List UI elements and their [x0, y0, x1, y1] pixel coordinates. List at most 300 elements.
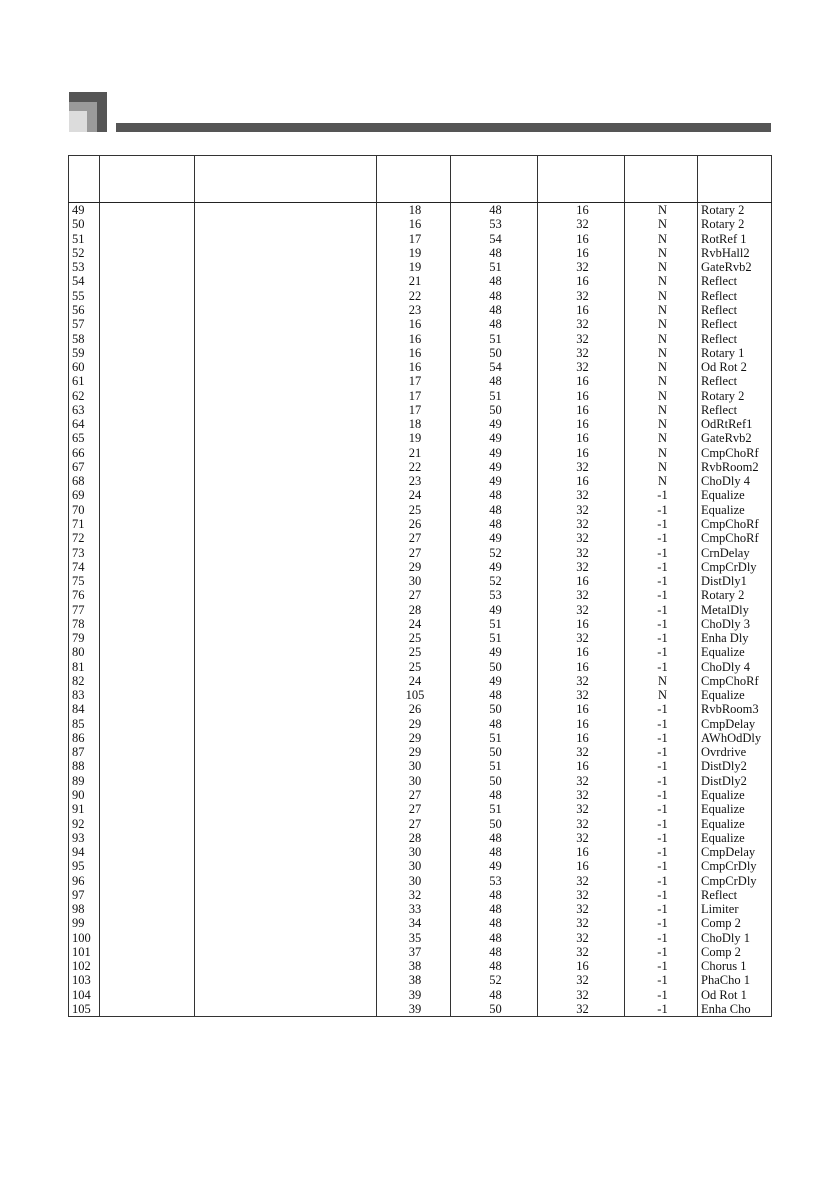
value-d: -1	[625, 959, 698, 973]
blank-cell	[100, 702, 195, 716]
value-a: 29	[377, 560, 451, 574]
table-row	[69, 988, 772, 1002]
blank-cell	[100, 360, 195, 374]
value-c: 16	[538, 403, 625, 417]
value-c: 32	[538, 788, 625, 802]
effect-name: DistDly2	[698, 774, 772, 788]
value-c: 32	[538, 674, 625, 688]
table-row	[69, 531, 772, 545]
blank-cell	[100, 331, 195, 345]
value-d: -1	[625, 731, 698, 745]
table-row	[69, 503, 772, 517]
tone-number: 88	[69, 759, 100, 773]
effect-name: CmpChoRf	[698, 531, 772, 545]
blank-cell	[195, 360, 377, 374]
value-b: 48	[451, 916, 538, 930]
value-b: 50	[451, 346, 538, 360]
tone-number: 62	[69, 388, 100, 402]
value-a: 21	[377, 446, 451, 460]
value-a: 25	[377, 503, 451, 517]
value-d: N	[625, 688, 698, 702]
tone-number: 92	[69, 816, 100, 830]
value-b: 49	[451, 859, 538, 873]
table-row	[69, 431, 772, 445]
table-row	[69, 788, 772, 802]
tone-number: 85	[69, 717, 100, 731]
value-b: 48	[451, 959, 538, 973]
table-row	[69, 688, 772, 702]
value-d: -1	[625, 631, 698, 645]
header-cell	[377, 156, 451, 203]
value-b: 48	[451, 788, 538, 802]
value-d: -1	[625, 802, 698, 816]
value-d: -1	[625, 845, 698, 859]
effect-name: Rotary 2	[698, 217, 772, 231]
value-d: N	[625, 232, 698, 246]
value-d: N	[625, 217, 698, 231]
blank-cell	[100, 674, 195, 688]
tone-number: 67	[69, 460, 100, 474]
effect-name: CrnDelay	[698, 545, 772, 559]
value-d: -1	[625, 645, 698, 659]
value-d: N	[625, 303, 698, 317]
blank-cell	[100, 203, 195, 218]
value-a: 28	[377, 831, 451, 845]
value-a: 25	[377, 631, 451, 645]
value-d: -1	[625, 1002, 698, 1017]
effect-name: ChoDly 3	[698, 617, 772, 631]
value-a: 23	[377, 303, 451, 317]
value-d: -1	[625, 517, 698, 531]
blank-cell	[195, 973, 377, 987]
tone-number: 72	[69, 531, 100, 545]
value-a: 18	[377, 203, 451, 218]
blank-cell	[195, 702, 377, 716]
value-a: 29	[377, 717, 451, 731]
table-row	[69, 460, 772, 474]
blank-cell	[195, 717, 377, 731]
effect-name: Equalize	[698, 503, 772, 517]
effect-name: Equalize	[698, 788, 772, 802]
table-row	[69, 388, 772, 402]
effect-name: DistDly1	[698, 574, 772, 588]
value-a: 29	[377, 745, 451, 759]
value-c: 32	[538, 973, 625, 987]
value-b: 50	[451, 660, 538, 674]
effect-name: Equalize	[698, 831, 772, 845]
value-b: 49	[451, 446, 538, 460]
blank-cell	[100, 717, 195, 731]
value-c: 32	[538, 816, 625, 830]
value-d: N	[625, 403, 698, 417]
table-row	[69, 545, 772, 559]
value-d: -1	[625, 888, 698, 902]
value-b: 48	[451, 503, 538, 517]
value-b: 48	[451, 488, 538, 502]
value-b: 48	[451, 888, 538, 902]
tone-number: 93	[69, 831, 100, 845]
value-c: 32	[538, 831, 625, 845]
value-d: N	[625, 274, 698, 288]
value-b: 49	[451, 460, 538, 474]
value-b: 48	[451, 717, 538, 731]
value-a: 27	[377, 531, 451, 545]
tone-number: 74	[69, 560, 100, 574]
table-row	[69, 560, 772, 574]
header-rule	[116, 123, 771, 132]
blank-cell	[100, 916, 195, 930]
value-a: 25	[377, 660, 451, 674]
value-b: 48	[451, 317, 538, 331]
blank-cell	[100, 902, 195, 916]
value-c: 16	[538, 574, 625, 588]
blank-cell	[195, 303, 377, 317]
value-a: 26	[377, 517, 451, 531]
blank-cell	[195, 645, 377, 659]
value-d: -1	[625, 588, 698, 602]
blank-cell	[100, 374, 195, 388]
value-d: -1	[625, 503, 698, 517]
value-c: 32	[538, 460, 625, 474]
blank-cell	[100, 417, 195, 431]
value-d: -1	[625, 902, 698, 916]
tone-number: 63	[69, 403, 100, 417]
effect-name: Ovrdrive	[698, 745, 772, 759]
table-row	[69, 1002, 772, 1017]
value-c: 32	[538, 260, 625, 274]
header-cell	[698, 156, 772, 203]
blank-cell	[195, 759, 377, 773]
header-cell	[451, 156, 538, 203]
tone-number: 84	[69, 702, 100, 716]
value-c: 32	[538, 945, 625, 959]
value-a: 26	[377, 702, 451, 716]
value-d: -1	[625, 574, 698, 588]
blank-cell	[195, 374, 377, 388]
value-b: 48	[451, 831, 538, 845]
blank-cell	[100, 217, 195, 231]
effect-name: Rotary 2	[698, 588, 772, 602]
blank-cell	[195, 745, 377, 759]
value-a: 24	[377, 617, 451, 631]
value-b: 48	[451, 517, 538, 531]
value-c: 16	[538, 717, 625, 731]
value-c: 32	[538, 1002, 625, 1017]
value-d: -1	[625, 660, 698, 674]
value-d: -1	[625, 945, 698, 959]
table-row	[69, 631, 772, 645]
tone-number: 52	[69, 246, 100, 260]
blank-cell	[100, 731, 195, 745]
value-d: -1	[625, 717, 698, 731]
value-c: 16	[538, 388, 625, 402]
value-b: 53	[451, 217, 538, 231]
value-b: 48	[451, 845, 538, 859]
value-d: -1	[625, 988, 698, 1002]
blank-cell	[100, 588, 195, 602]
value-b: 48	[451, 246, 538, 260]
blank-cell	[195, 289, 377, 303]
value-b: 50	[451, 745, 538, 759]
value-b: 49	[451, 645, 538, 659]
effect-name: Reflect	[698, 331, 772, 345]
blank-cell	[195, 260, 377, 274]
blank-cell	[195, 631, 377, 645]
tone-number: 101	[69, 945, 100, 959]
blank-cell	[195, 403, 377, 417]
blank-cell	[195, 431, 377, 445]
value-c: 32	[538, 602, 625, 616]
value-c: 32	[538, 902, 625, 916]
table-row	[69, 574, 772, 588]
value-d: N	[625, 289, 698, 303]
effect-name: CmpChoRf	[698, 674, 772, 688]
blank-cell	[195, 531, 377, 545]
table-row	[69, 831, 772, 845]
value-a: 29	[377, 731, 451, 745]
effect-name: GateRvb2	[698, 431, 772, 445]
value-a: 27	[377, 802, 451, 816]
value-b: 51	[451, 260, 538, 274]
value-d: N	[625, 431, 698, 445]
value-b: 49	[451, 474, 538, 488]
blank-cell	[100, 545, 195, 559]
blank-cell	[100, 859, 195, 873]
value-a: 105	[377, 688, 451, 702]
blank-cell	[100, 617, 195, 631]
blank-cell	[195, 346, 377, 360]
blank-cell	[100, 873, 195, 887]
header-square-light	[69, 111, 87, 132]
blank-cell	[195, 232, 377, 246]
table-row	[69, 331, 772, 345]
blank-cell	[100, 759, 195, 773]
value-c: 32	[538, 688, 625, 702]
blank-cell	[100, 317, 195, 331]
table-row	[69, 289, 772, 303]
blank-cell	[195, 388, 377, 402]
effect-name: Rotary 1	[698, 346, 772, 360]
value-a: 39	[377, 988, 451, 1002]
table-row	[69, 660, 772, 674]
tone-number: 54	[69, 274, 100, 288]
value-d: N	[625, 474, 698, 488]
value-c: 32	[538, 289, 625, 303]
value-a: 16	[377, 217, 451, 231]
value-d: -1	[625, 831, 698, 845]
value-a: 22	[377, 289, 451, 303]
effect-name: Od Rot 1	[698, 988, 772, 1002]
blank-cell	[195, 617, 377, 631]
blank-cell	[100, 745, 195, 759]
value-a: 27	[377, 816, 451, 830]
value-c: 16	[538, 474, 625, 488]
value-b: 48	[451, 902, 538, 916]
table-row	[69, 360, 772, 374]
value-d: N	[625, 331, 698, 345]
value-c: 32	[538, 217, 625, 231]
blank-cell	[195, 274, 377, 288]
blank-cell	[100, 531, 195, 545]
table-header-row	[69, 156, 772, 203]
value-c: 32	[538, 346, 625, 360]
effect-name: Equalize	[698, 488, 772, 502]
blank-cell	[100, 346, 195, 360]
effect-name: Comp 2	[698, 945, 772, 959]
value-a: 23	[377, 474, 451, 488]
value-c: 16	[538, 660, 625, 674]
value-b: 50	[451, 816, 538, 830]
tone-number: 91	[69, 802, 100, 816]
effect-name: OdRtRef1	[698, 417, 772, 431]
blank-cell	[195, 888, 377, 902]
tone-number: 68	[69, 474, 100, 488]
value-d: N	[625, 317, 698, 331]
blank-cell	[195, 217, 377, 231]
table-row	[69, 717, 772, 731]
tone-number: 73	[69, 545, 100, 559]
value-b: 48	[451, 289, 538, 303]
value-b: 48	[451, 945, 538, 959]
tone-number: 60	[69, 360, 100, 374]
blank-cell	[195, 988, 377, 1002]
value-b: 50	[451, 1002, 538, 1017]
blank-cell	[100, 232, 195, 246]
tone-number: 87	[69, 745, 100, 759]
table-row	[69, 774, 772, 788]
effect-name: ChoDly 4	[698, 474, 772, 488]
value-a: 19	[377, 431, 451, 445]
tone-number: 104	[69, 988, 100, 1002]
effect-name: CmpCrDly	[698, 560, 772, 574]
table-row	[69, 403, 772, 417]
table-row	[69, 602, 772, 616]
value-d: N	[625, 203, 698, 218]
value-b: 51	[451, 617, 538, 631]
tone-number: 98	[69, 902, 100, 916]
effect-name: Enha Dly	[698, 631, 772, 645]
value-c: 32	[538, 503, 625, 517]
tone-number: 80	[69, 645, 100, 659]
value-c: 16	[538, 702, 625, 716]
value-d: -1	[625, 702, 698, 716]
blank-cell	[195, 774, 377, 788]
value-d: -1	[625, 545, 698, 559]
header-cell	[100, 156, 195, 203]
effect-name: ChoDly 4	[698, 660, 772, 674]
tone-number: 81	[69, 660, 100, 674]
value-a: 30	[377, 574, 451, 588]
value-a: 24	[377, 488, 451, 502]
value-b: 49	[451, 417, 538, 431]
blank-cell	[195, 873, 377, 887]
tone-number: 78	[69, 617, 100, 631]
tone-number: 105	[69, 1002, 100, 1017]
value-b: 50	[451, 774, 538, 788]
table-row	[69, 517, 772, 531]
effect-name: CmpChoRf	[698, 517, 772, 531]
table-row	[69, 303, 772, 317]
blank-cell	[195, 831, 377, 845]
value-d: -1	[625, 816, 698, 830]
value-a: 30	[377, 873, 451, 887]
effect-name: Od Rot 2	[698, 360, 772, 374]
value-a: 27	[377, 788, 451, 802]
value-c: 32	[538, 774, 625, 788]
value-b: 48	[451, 274, 538, 288]
value-a: 30	[377, 774, 451, 788]
value-b: 54	[451, 360, 538, 374]
tone-number: 59	[69, 346, 100, 360]
value-a: 35	[377, 931, 451, 945]
effect-name: Equalize	[698, 645, 772, 659]
effect-name: Reflect	[698, 888, 772, 902]
blank-cell	[100, 973, 195, 987]
tone-number: 77	[69, 602, 100, 616]
table-row	[69, 346, 772, 360]
tone-number: 94	[69, 845, 100, 859]
value-c: 16	[538, 731, 625, 745]
blank-cell	[195, 902, 377, 916]
value-c: 16	[538, 417, 625, 431]
effect-name: Reflect	[698, 303, 772, 317]
value-d: -1	[625, 931, 698, 945]
value-b: 53	[451, 588, 538, 602]
effect-name: RvbRoom3	[698, 702, 772, 716]
value-c: 32	[538, 916, 625, 930]
tone-number: 50	[69, 217, 100, 231]
value-d: -1	[625, 859, 698, 873]
effect-name: Reflect	[698, 317, 772, 331]
value-a: 17	[377, 388, 451, 402]
table-row	[69, 645, 772, 659]
tone-number: 76	[69, 588, 100, 602]
blank-cell	[100, 660, 195, 674]
value-c: 16	[538, 759, 625, 773]
effect-name: MetalDly	[698, 602, 772, 616]
tone-number: 58	[69, 331, 100, 345]
value-c: 32	[538, 545, 625, 559]
value-b: 51	[451, 731, 538, 745]
value-c: 32	[538, 745, 625, 759]
effect-name: RvbHall2	[698, 246, 772, 260]
value-d: N	[625, 260, 698, 274]
tone-number: 64	[69, 417, 100, 431]
tone-number: 83	[69, 688, 100, 702]
value-c: 32	[538, 360, 625, 374]
value-a: 25	[377, 645, 451, 659]
value-b: 48	[451, 303, 538, 317]
blank-cell	[100, 246, 195, 260]
blank-cell	[195, 660, 377, 674]
value-d: N	[625, 417, 698, 431]
blank-cell	[195, 816, 377, 830]
blank-cell	[100, 388, 195, 402]
value-d: -1	[625, 560, 698, 574]
value-b: 51	[451, 802, 538, 816]
value-a: 17	[377, 232, 451, 246]
value-c: 16	[538, 617, 625, 631]
value-b: 49	[451, 560, 538, 574]
blank-cell	[195, 959, 377, 973]
value-b: 48	[451, 374, 538, 388]
value-d: -1	[625, 617, 698, 631]
value-a: 16	[377, 331, 451, 345]
tone-number: 61	[69, 374, 100, 388]
value-a: 17	[377, 403, 451, 417]
table-row	[69, 931, 772, 945]
value-a: 24	[377, 674, 451, 688]
